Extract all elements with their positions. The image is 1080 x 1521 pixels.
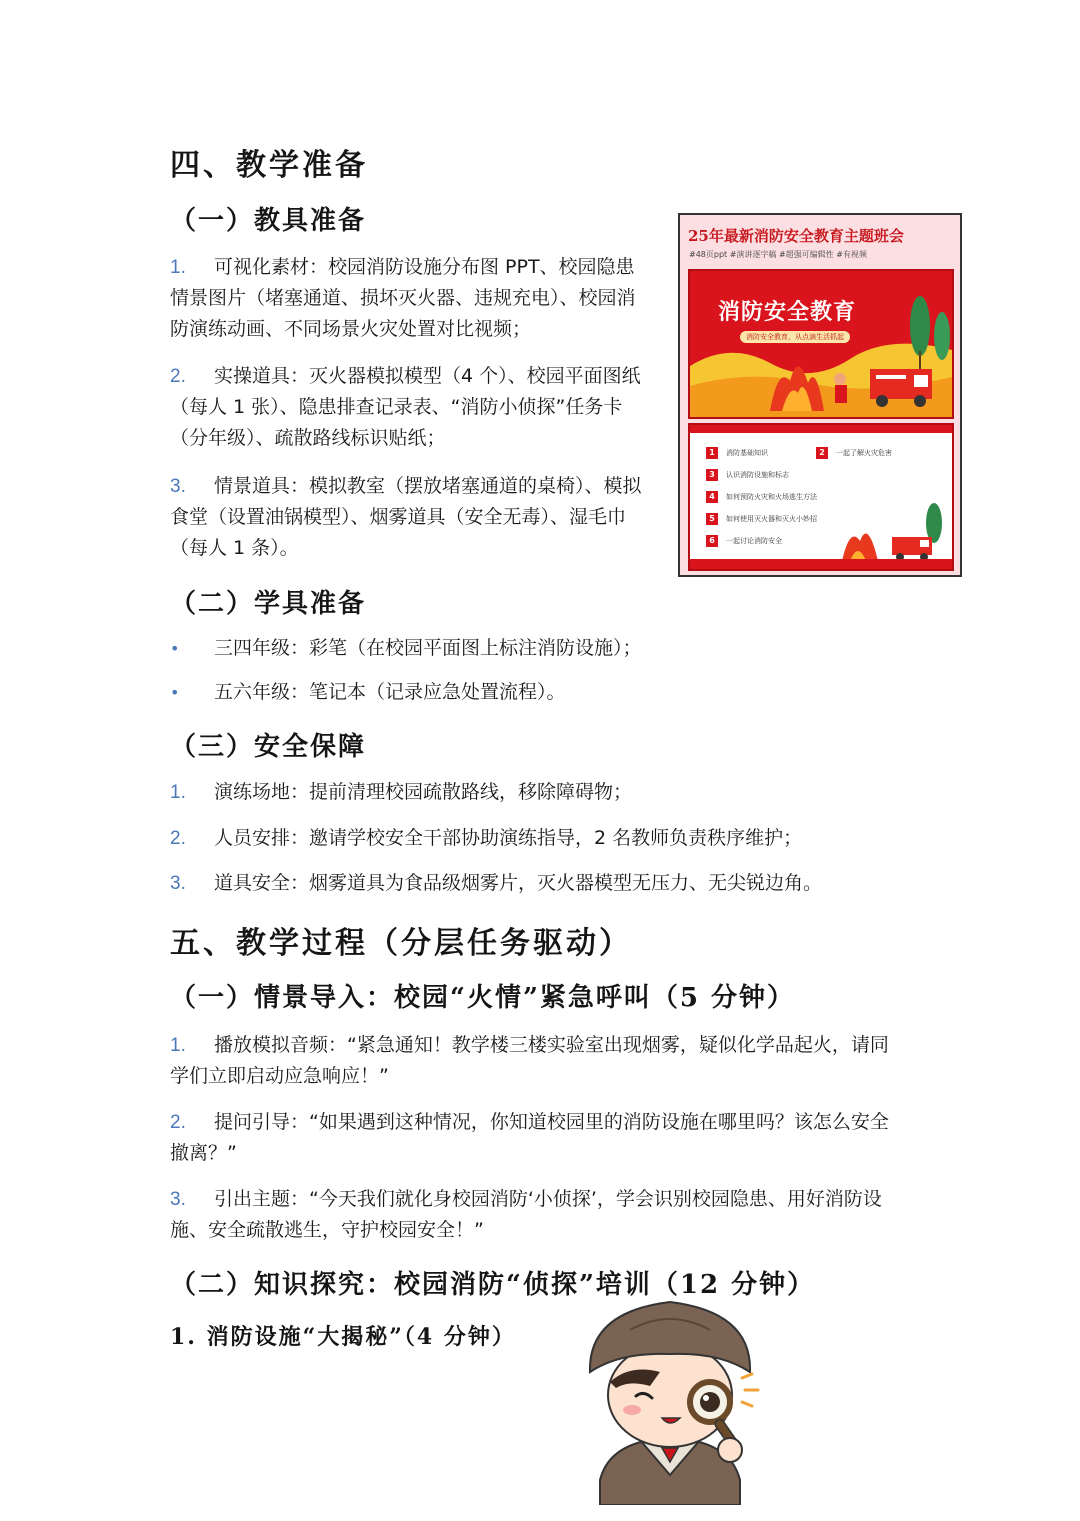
toc-item: 4 如何预防火灾和火场逃生方法	[706, 491, 817, 503]
detective-sticker-illustration	[570, 1290, 770, 1505]
item-text: 实操道具：灭火器模拟模型（4 个）、校园平面图纸	[214, 365, 641, 387]
list-item	[170, 677, 870, 708]
ppt-cover-slide	[688, 269, 954, 419]
list-item	[170, 777, 930, 808]
item-text-cont: （每人 1 条）。	[170, 537, 299, 559]
ppt-cover-title: 消防安全教育	[718, 300, 857, 325]
item-text: 情景道具：模拟教室（摆放堵塞通道的桌椅）、模拟	[214, 475, 642, 497]
item-number: 1.	[170, 257, 186, 278]
list-item	[170, 633, 870, 664]
item-text-cont: （分年级）、疏散路线标识贴纸；	[170, 427, 446, 449]
list-item	[170, 1107, 930, 1169]
ppt-cover-subtitle: 消防安全教育，从点滴生活抓起	[740, 331, 850, 343]
item-text: 五六年级：笔记本（记录应急处置流程）。	[214, 681, 566, 703]
item-text-cont: 学们立即启动应急响应！”	[170, 1065, 389, 1087]
fire-scene-illustration	[690, 271, 954, 419]
ppt-preview-subtitle: #48页ppt #演讲逐字稿 #超强可编辑性 #有视频	[689, 250, 867, 259]
item-text: 播放模拟音频：“紧急通知！教学楼三楼实验室出现烟雾，疑似化学品起火，请同	[214, 1034, 889, 1056]
ppt-preview-title: 25年最新消防安全教育主题班会	[688, 227, 904, 245]
sub-item-title: 1. 消防设施“大揭秘”（4 分钟）	[170, 1324, 516, 1350]
item-text-cont: 防演练动画、不同场景火灾处置对比视频；	[170, 318, 532, 340]
toc-item: 1 消防基础知识	[706, 447, 768, 459]
list-item	[170, 868, 930, 899]
item-text: 人员安排：邀请学校安全干部协助演练指导，2 名教师负责秩序维护；	[214, 827, 803, 849]
list-item	[170, 252, 660, 345]
toc-item: 5 如何使用灭火器和灭火小妙招	[706, 513, 817, 525]
bullet: •	[170, 683, 180, 702]
item-text: 引出主题：“今天我们就化身校园消防‘小侦探’，学会识别校园隐患、用好消防设	[214, 1188, 882, 1210]
subsection-safety-title: （三）安全保障	[170, 732, 367, 762]
ppt-preview-image	[678, 213, 962, 577]
item-number: 2.	[170, 828, 186, 849]
subsection-knowledge-title: （二）知识探究：校园消防“侦探”培训（12 分钟）	[170, 1270, 816, 1300]
list-item	[170, 361, 660, 454]
item-number: 3.	[170, 1189, 186, 1210]
subsection-scenario-intro-title: （一）情景导入：校园“火情”紧急呼叫（5 分钟）	[170, 983, 796, 1013]
item-text: 三四年级：彩笔（在校园平面图上标注消防设施）；	[214, 637, 642, 659]
fire-truck-illustration	[822, 501, 952, 561]
item-text: 可视化素材：校园消防设施分布图 PPT、校园隐患	[214, 256, 635, 278]
item-number: 3.	[170, 476, 186, 497]
item-number: 2.	[170, 366, 186, 387]
item-number: 1.	[170, 782, 186, 803]
item-number: 1.	[170, 1035, 186, 1056]
item-text: 演练场地：提前清理校园疏散路线，移除障碍物；	[214, 781, 633, 803]
section-5-title: 五、教学过程（分层任务驱动）	[170, 926, 632, 961]
list-item	[170, 1030, 930, 1092]
list-item	[170, 471, 660, 564]
list-item	[170, 1184, 930, 1246]
toc-item: 3 认识消防设施和标志	[706, 469, 789, 481]
item-text-cont: 施、安全疏散逃生，守护校园安全！”	[170, 1219, 484, 1241]
item-text-cont: 撤离？”	[170, 1142, 237, 1164]
toc-item: 2 一起了解火灾危害	[816, 447, 892, 459]
item-number: 2.	[170, 1112, 186, 1133]
ppt-contents-slide	[688, 423, 954, 571]
bullet: •	[170, 639, 180, 658]
item-text: 提问引导：“如果遇到这种情况，你知道校园里的消防设施在哪里吗？该怎么安全	[214, 1111, 889, 1133]
subsection-teaching-aids-title: （一）教具准备	[170, 206, 367, 236]
subsection-student-supplies-title: （二）学具准备	[170, 589, 367, 619]
item-text-cont: 情景图片（堵塞通道、损坏灭火器、违规充电）、校园消	[170, 287, 636, 309]
list-item	[170, 823, 930, 854]
item-text-cont: （每人 1 张）、隐患排查记录表、“消防小侦探”任务卡	[170, 396, 623, 418]
toc-item: 6 一起讨论消防安全	[706, 535, 782, 547]
item-text-cont: 食堂（设置油锅模型）、烟雾道具（安全无毒）、湿毛巾	[170, 506, 627, 528]
section-4-title: 四、教学准备	[170, 148, 368, 183]
item-number: 3.	[170, 873, 186, 894]
item-text: 道具安全：烟雾道具为食品级烟雾片，灭火器模型无压力、无尖锐边角。	[214, 872, 823, 894]
